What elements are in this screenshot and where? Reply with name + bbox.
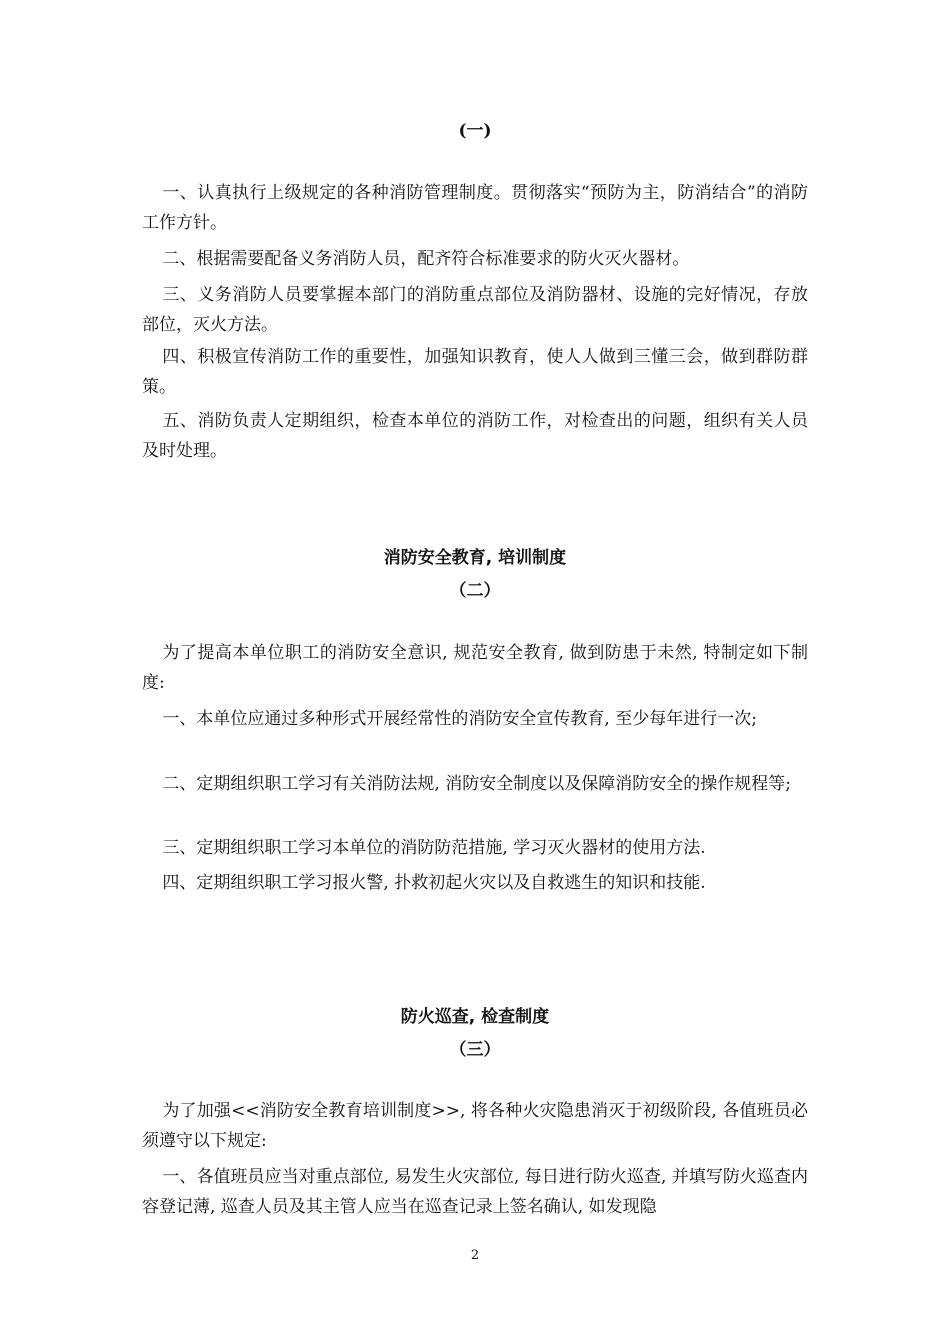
section-3-heading: 防火巡查, 检查制度 [400,1007,550,1027]
section-1-paragraph-3: 三、义务消防人员要掌握本部门的消防重点部位及消防器材、设施的完好情况，存放部位，灭火方法。 [142,285,808,335]
section-1-paragraph-5: 五、消防负责人定期组织，检查本单位的消防工作，对检查出的问题，组织有关人员及时处理。 [142,411,808,461]
section-3-number: （三） [449,1040,501,1060]
section-3-paragraph-2: 一、各值班员应当对重点部位, 易发生火灾部位, 每日进行防火巡查, 并填写防火巡查内容登记薄, 巡查人员及其主管人应当在巡查记录上签名确认, 如发现隐 [142,1167,808,1217]
section-2-paragraph-2: 一、本单位应通过多种形式开展经常性的消防安全宣传教育, 至少每年进行一次; [162,709,757,729]
section-1-number: (一) [458,121,492,141]
section-2-heading: 消防安全教育, 培训制度 [383,548,567,568]
section-2-number: （二） [449,581,501,601]
section-1-paragraph-2: 二、根据需要配备义务消防人员，配齐符合标准要求的防火灭火器材。 [162,249,690,269]
section-1-paragraph-1: 一、认真执行上级规定的各种消防管理制度。贯彻落实“预防为主，防消结合”的消防工作方针。 [142,183,808,233]
section-1-paragraph-4: 四、积极宣传消防工作的重要性，加强知识教育，使人人做到三懂三会，做到群防群策。 [142,347,808,397]
section-2-paragraph-4: 三、定期组织职工学习本单位的消防防范措施, 学习灭火器材的使用方法. [162,838,706,858]
section-2-paragraph-1: 为了提高本单位职工的消防安全意识, 规范安全教育, 做到防患于未然, 特制定如下制度: [142,643,808,693]
section-3-paragraph-1: 为了加强<<消防安全教育培训制度>>, 将各种火灾隐患消灭于初级阶段, 各值班员必须遵守以下规定: [142,1101,808,1151]
section-2-paragraph-5: 四、定期组织职工学习报火警, 扑救初起火灾以及自救逃生的知识和技能. [162,873,706,893]
section-2-paragraph-3: 二、定期组织职工学习有关消防法规, 消防安全制度以及保障消防安全的操作规程等; [162,774,791,794]
page-number: 2 [470,1248,480,1263]
